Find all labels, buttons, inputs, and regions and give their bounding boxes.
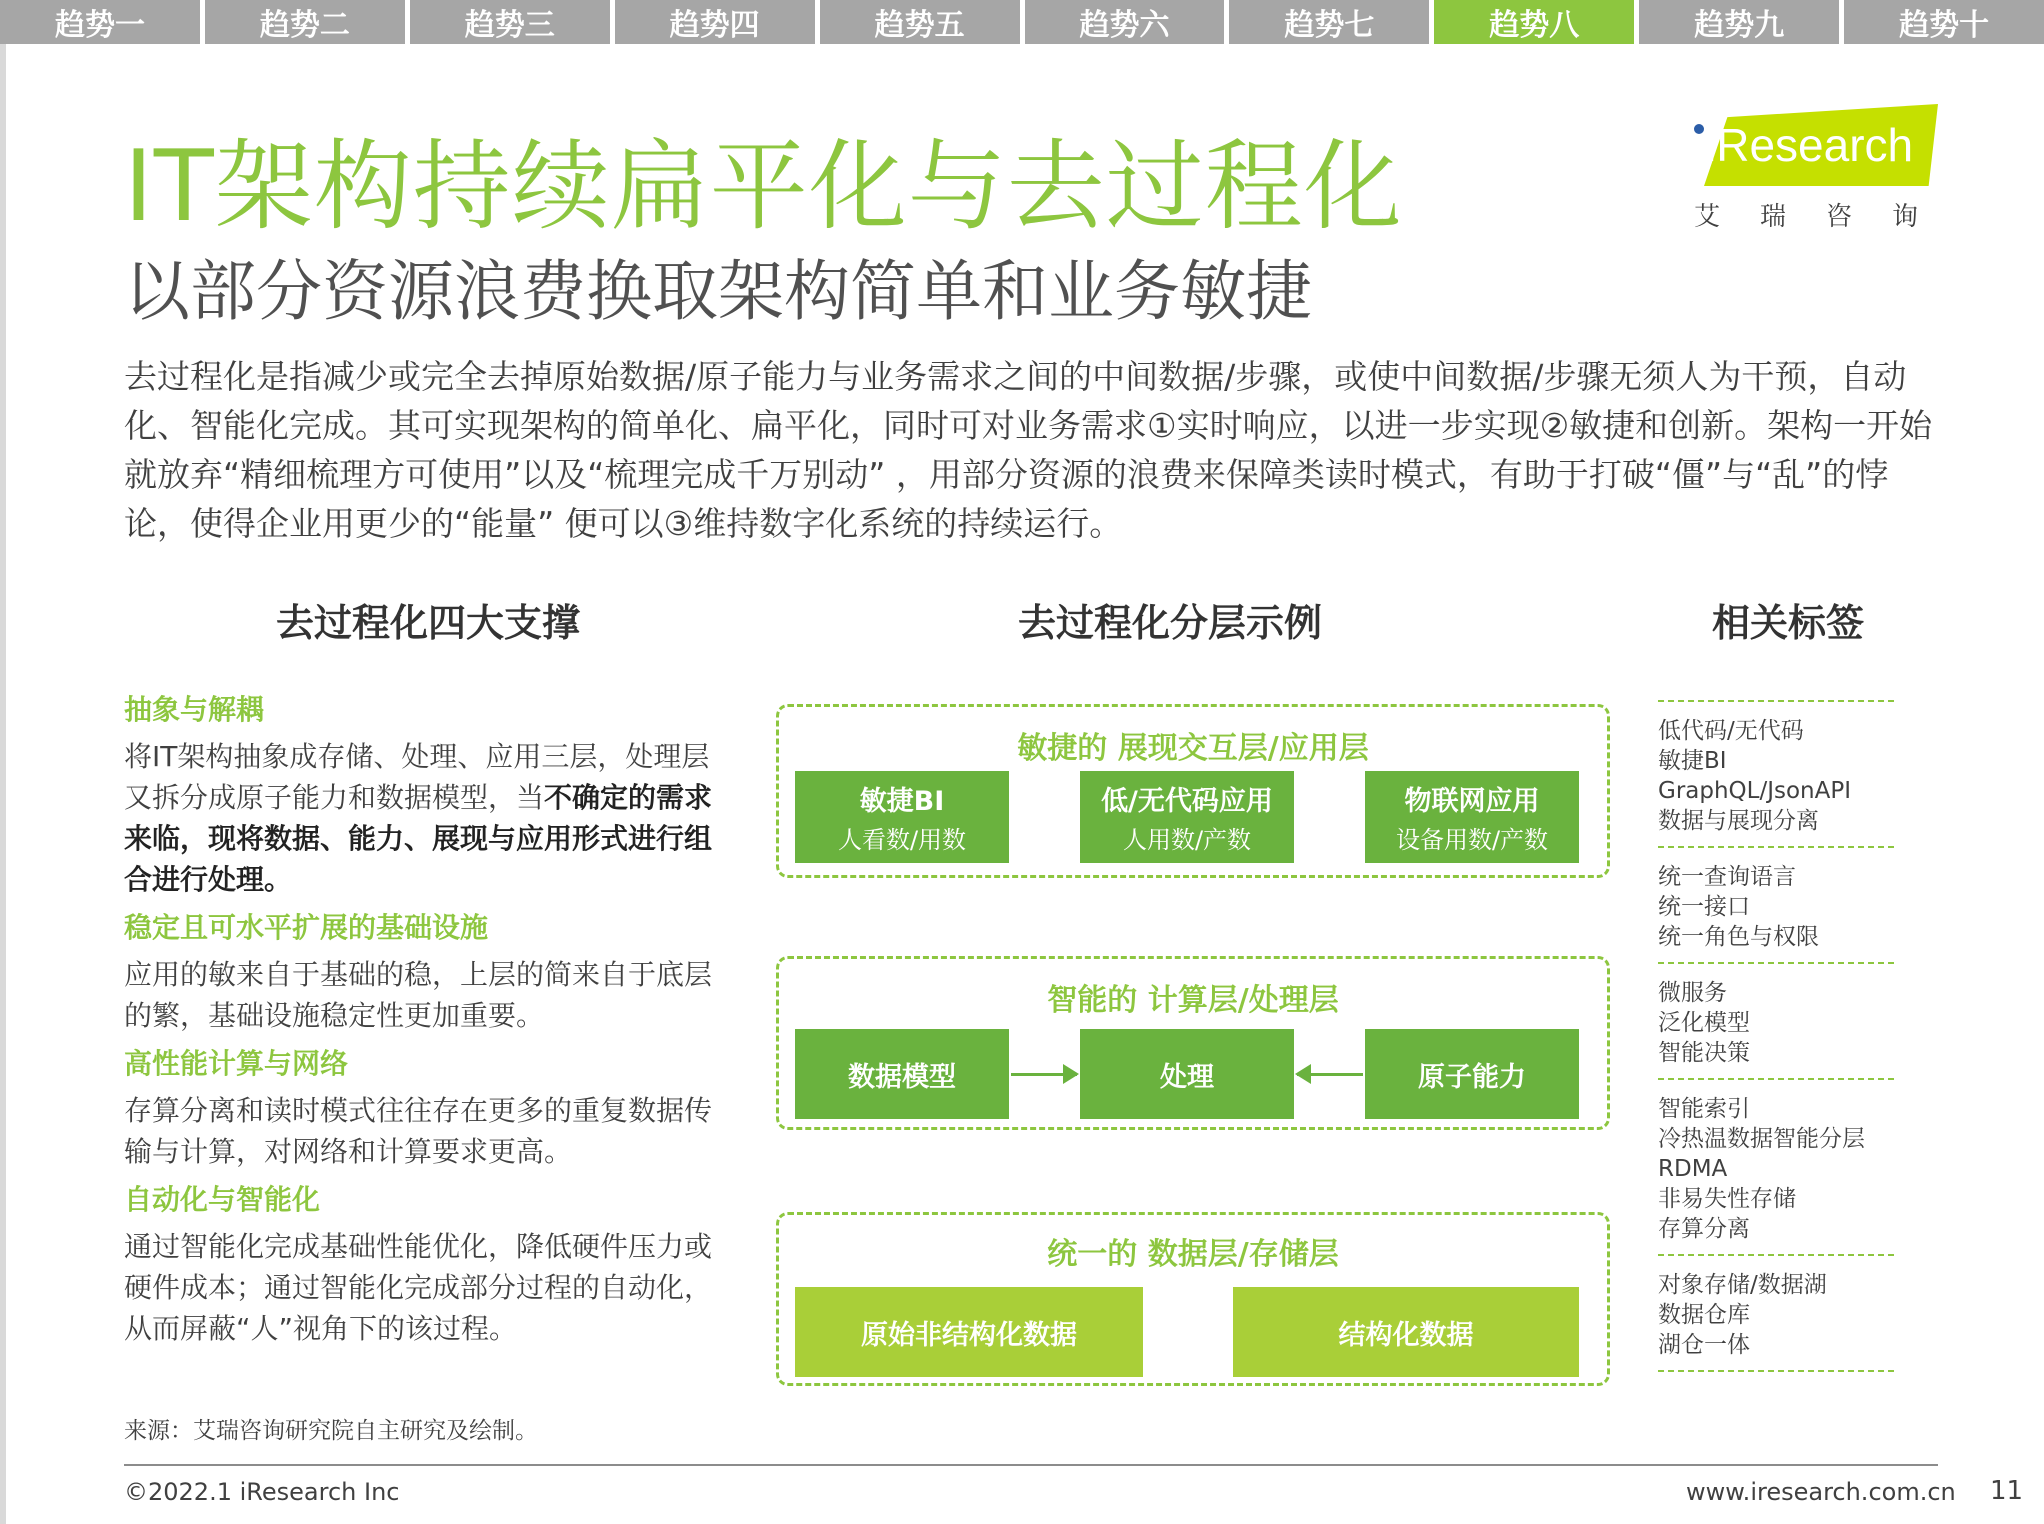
layer-title: 统一的 数据层/存储层: [1047, 1237, 1339, 1272]
tab-trend-5[interactable]: 趋势五: [820, 0, 1020, 44]
tag-group: [1658, 1254, 1894, 1372]
support-body-text: 应用的敏来自于基础的稳，上层的简来自于底层的繁，基础设施稳定性更加重要。: [124, 958, 713, 1032]
tag-item: 智能索引: [1658, 1096, 1750, 1122]
tag-item: 非易失性存储: [1658, 1186, 1796, 1212]
support-body-text: 存算分离和读时模式往往存在更多的重复数据传输与计算，对网络和计算要求更高。: [124, 1094, 713, 1168]
tag-item: 统一接口: [1658, 894, 1750, 920]
box-raw-unstructured-data: [795, 1287, 1143, 1377]
tag-group: [1658, 700, 1894, 846]
support-title: 抽象与解耦: [124, 693, 265, 726]
arrow-left-icon: [1297, 1073, 1363, 1076]
tag-group: [1658, 962, 1894, 1078]
column-header-supports: 去过程化四大支撑: [276, 601, 581, 645]
layer-title: 敏捷的 展现交互层/应用层: [1017, 731, 1369, 766]
layer-title: 智能的 计算层/处理层: [1047, 983, 1339, 1018]
trend-tab-bar: [0, 0, 2044, 44]
tab-trend-3[interactable]: 趋势三: [410, 0, 610, 44]
tag-item: 存算分离: [1658, 1216, 1750, 1242]
tag-item: 数据与展现分离: [1658, 808, 1819, 834]
box-label: 敏捷BI: [859, 786, 945, 817]
tab-trend-6[interactable]: 趋势六: [1025, 0, 1225, 44]
support-body-emphasis: 不确定的需求来临，现将数据、能力、展现与应用形式进行组合进行处理。: [124, 781, 713, 896]
tag-item: RDMA: [1658, 1156, 1728, 1182]
support-body: [124, 1090, 724, 1172]
tag-item: 敏捷BI: [1658, 748, 1727, 774]
support-title: 高性能计算与网络: [124, 1047, 349, 1080]
support-title: 稳定且可水平扩展的基础设施: [124, 911, 489, 944]
page-title: IT架构持续扁平化与去过程化: [124, 130, 1403, 244]
tag-group: [1658, 1078, 1894, 1254]
box-label: 结构化数据: [1338, 1319, 1474, 1351]
layer-compute: [776, 956, 1610, 1130]
support-body: [124, 954, 724, 1036]
supports-list: [124, 690, 724, 1357]
box-label: 数据模型: [848, 1061, 956, 1093]
page-subtitle: 以部分资源浪费换取架构简单和业务敏捷: [124, 253, 1312, 330]
tag-item: 冷热温数据智能分层: [1658, 1126, 1865, 1152]
tab-trend-4[interactable]: 趋势四: [615, 0, 815, 44]
tag-item: GraphQL/JsonAPI: [1658, 778, 1852, 804]
tag-item: 泛化模型: [1658, 1010, 1750, 1036]
box-processing: [1080, 1029, 1294, 1119]
left-edge-bar: [0, 44, 6, 1524]
source-note: 来源：艾瑞咨询研究院自主研究及绘制。: [124, 1418, 538, 1444]
logo-dot: [1694, 124, 1704, 134]
support-body: [124, 1226, 724, 1349]
tag-item: 低代码/无代码: [1658, 718, 1804, 744]
box-label: 处理: [1160, 1061, 1214, 1093]
tab-trend-9[interactable]: 趋势九: [1639, 0, 1839, 44]
column-header-layers: 去过程化分层示例: [1018, 601, 1323, 645]
tag-item: 统一角色与权限: [1658, 924, 1819, 950]
arrow-right-icon: [1011, 1073, 1077, 1076]
iresearch-logo: [1690, 104, 1959, 234]
tag-item: 微服务: [1658, 980, 1727, 1006]
footer-divider: [124, 1464, 1938, 1466]
related-tags: [1658, 700, 1894, 1372]
website-link[interactable]: www.iresearch.com.cn: [1686, 1478, 1956, 1506]
box-sublabel: 设备用数/产数: [1395, 826, 1549, 854]
box-data-model: [795, 1029, 1009, 1119]
support-body: [124, 736, 724, 900]
layer-presentation: [776, 704, 1610, 878]
tab-trend-8[interactable]: 趋势八: [1434, 0, 1634, 44]
column-header-tags: 相关标签: [1712, 601, 1865, 645]
tab-trend-2[interactable]: 趋势二: [205, 0, 405, 44]
tag-item: 湖仓一体: [1658, 1332, 1750, 1358]
support-body-text: 将IT架构抽象成存储、处理、应用三层，处理层又拆分成原子能力和数据模型，当: [124, 740, 710, 814]
box-label: 原子能力: [1418, 1061, 1526, 1093]
box-sublabel: 人看数/用数: [837, 826, 967, 854]
page-number: 11: [1990, 1476, 2024, 1506]
support-title: 自动化与智能化: [124, 1183, 321, 1216]
tab-trend-1[interactable]: 趋势一: [0, 0, 200, 44]
tab-trend-7[interactable]: 趋势七: [1229, 0, 1429, 44]
tag-item: 对象存储/数据湖: [1658, 1272, 1827, 1298]
box-sublabel: 人用数/产数: [1122, 826, 1252, 854]
tag-group: [1658, 846, 1894, 962]
logo-wordmark: iResearch: [1706, 119, 1914, 171]
box-label: 原始非结构化数据: [861, 1319, 1077, 1351]
box-structured-data: [1233, 1287, 1579, 1377]
tab-trend-10[interactable]: 趋势十: [1844, 0, 2044, 44]
tag-item: 统一查询语言: [1658, 864, 1796, 890]
box-atomic-capability: [1365, 1029, 1579, 1119]
support-body-text: 通过智能化完成基础性能优化，降低硬件压力或硬件成本；通过智能化完成部分过程的自动化，从而屏蔽“人”视角下的该过程。: [124, 1230, 713, 1345]
copyright: ©2022.1 iResearch Inc: [124, 1478, 400, 1506]
logo-cn-text: 艾瑞咨询: [1694, 202, 1959, 232]
intro-paragraph: 去过程化是指减少或完全去掉原始数据/原子能力与业务需求之间的中间数据/步骤，或使中间数据/步骤无须人为干预，自动化、智能化完成。其可实现架构的简单化、扁平化，同时可对业务需求①实时响应，以进一步实现②敏捷和创新。架构一开始就放弃“精细梳理方可使用”以及“梳理完成千万别动” ，用部分资源的浪费来保障类读时模式，有助于打破“僵”与“乱”的悖论，使得企业用更少的“能量” 便可以③维持数字化系统的持续运行。: [124, 357, 1933, 543]
box-lowcode-app: [1080, 771, 1294, 863]
tag-item: 数据仓库: [1658, 1302, 1750, 1328]
layer-storage: [776, 1212, 1610, 1386]
box-iot-app: [1365, 771, 1579, 863]
box-label: 低/无代码应用: [1101, 786, 1273, 817]
tag-item: 智能决策: [1658, 1040, 1750, 1066]
box-label: 物联网应用: [1404, 786, 1540, 817]
box-agile-bi: [795, 771, 1009, 863]
